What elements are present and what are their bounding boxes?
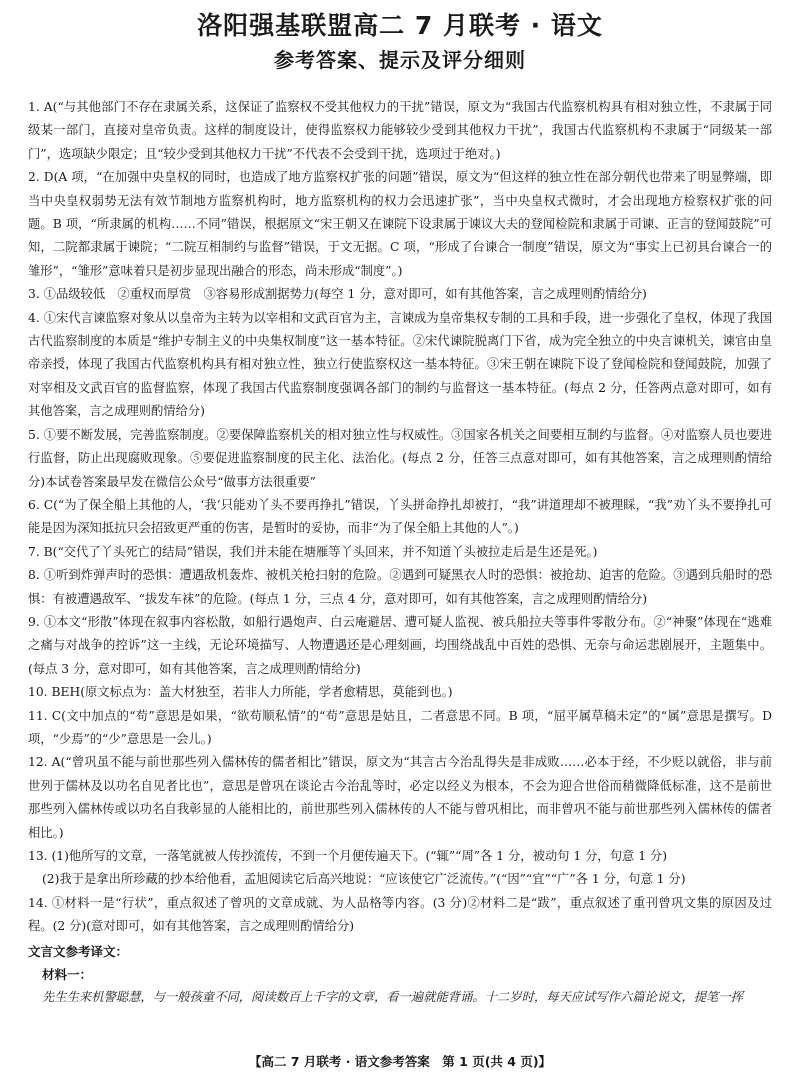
page-title: 洛阳强基联盟高二 7 月联考 · 语文 — [197, 11, 603, 40]
answer-item-11: 11. C(文中加点的“苟”意思是如果，“欲苟顺私情”的“苟”意思是姑且，二者意思不同。B 项，“屈平属草稿未定”的“属”意思是撰写。D 项，“少焉”的“少”意思是一会儿。) — [28, 708, 772, 746]
answer-item-2: 2. D(A 项，“在加强中央皇权的同时，也造成了地方监察权扩张的问题”错误，原文为“但这样的独立性在部分朝代也带来了明显弊端，即当中央皇权弱势无法有效节制地方监察机构时，地方监察机构的权力会迅速扩张”，当中央皇权式微时，才会出现地方检察权扩张的问题。B 项，“所隶属的机构……不同”错误，根据原文“宋王朝又在谏院下设隶属于谏议大夫的登闻检院和隶属于司谏、正言的登闻鼓院”可知，二院都隶属于谏院；“二院互相制约与监督”错误，于文无据。C 项，“形成了台谏合一制度”错误，原文为“事实上已初具台谏合一的雏形”，“雏形”意味着只是初步显现出融合的形态，尚未形成“制度”。) — [28, 170, 772, 278]
answer-item-13-2: (2)我于是拿出所珍藏的抄本给他看，孟旭阅读它后高兴地说：“应该使它广泛流传。”(“因”“宜”“广”各 1 分，句意 1 分) — [42, 872, 686, 887]
answer-body — [28, 96, 772, 1010]
answer-item-10: 10. BEH(原文标点为：盖大材独至，若非人力所能，学者愈精思，莫能到也。) — [28, 685, 453, 700]
answer-item-9: 9. ①本文“形散”体现在叙事内容松散，如船行遇炮声、白云庵避居、遭可疑人监视、被兵船拉夫等事件零散分布。②“神聚”体现在“逃难之痛与对战争的控诉”这一主线，无论环境描写、人物遭遇还是心理刻画，均围绕战乱中百姓的恐惧、无奈与命运悲剧展开，主题集中。(每点 3 分，意对即可，如有其他答案，言之成理则酌情给分) — [28, 614, 772, 676]
answer-item-7: 7. B(“交代了丫头死亡的结局”错误，我们并未能在塘雁等丫头回来，并不知道丫头被拉走后是生还是死。) — [28, 544, 598, 559]
answer-item-13-1: 13. (1)他所写的文章，一落笔就被人传抄流传，不到一个月便传遍天下。(“辄”“周”各 1 分，被动句 1 分，句意 1 分) — [28, 849, 668, 863]
answer-item-5: 5. ①要不断发展，完善监察制度。②要保障监察机关的相对独立性与权威性。③国家各机关之间要相互制约与监督。④对监察人员也要进行监督，防止出现腐败现象。⑤要促进监察制度的民主化、法治化。(每点 2 分，任答三点意对即可，如有其他答案，言之成理则酌情给分)本试卷答案最早发在微信公众号“做事方法很重要” — [28, 427, 772, 489]
answer-item-1: 1. A(“与其他部门不存在隶属关系，这保证了监察权不受其他权力的干扰”错误，原文为“我国古代监察机构具有相对独立性，不隶属于同级某一部门，直接对皇帝负责。这样的制度设计，使得监察权力能够较少受到其他权力干扰”，我国古代监察机构不隶属于“同级某一部门”，选项缺少限定；且“较少受到其他权力干扰”不代表不会受到干扰，选项过于绝对。) — [28, 100, 772, 161]
answer-item-14: 14. ①材料一是“行状”，重点叙述了曾巩的文章成就、为人品格等内容。(3 分)②材料二是“跋”，重点叙述了重刊曾巩文集的原因及过程。(2 分)(意对即可，如有其他答案，言之成理则酌情给分) — [28, 895, 772, 934]
page-footer: 【高二 7 月联考 · 语文参考答案 第 1 页(共 4 页)】 — [248, 1054, 552, 1069]
answer-item-12: 12. A(“曾巩虽不能与前世那些列入儒林传的儒者相比”错误，原文为“其言古今治乱得失是非成败……必本于经，不少贬以就俗，非与前世列于儒林及以功名自见者比也”，意思是曾巩在谈论古今治乱等时，必定以经义为根本，不会为迎合世俗而稍微降低标准，这不是前世那些列入儒林传或以功名自我彰显的人能相比的，前世那些列入儒林传的人不能与曾巩相比，而非曾巩不能与前世那些列入儒林传的儒者相比。) — [28, 755, 772, 840]
translation-text: 先生生来机警聪慧，与一般孩童不同，阅读数百上千字的文章，看一遍就能背诵。十二岁时，每天应试写作六篇论说文，提笔一挥 — [42, 990, 743, 1005]
material-label: 材料一： — [42, 967, 93, 983]
answer-item-6: 6. C(“为了保全船上其他的人，‘我’只能劝丫头不要再挣扎”错误，丫头拼命挣扎却被打，“我”讲道理却不被理睬，“我”劝丫头不要挣扎可能是因为深知抵抗只会招致更严重的伤害，是暂时的妥协，而非“为了保全船上其他的人”。) — [28, 497, 772, 536]
answer-item-3: 3. ①品级较低 ②重权而厚赏 ③容易形成割据势力(每空 1 分，意对即可，如有其他答案，言之成理则酌情给分) — [28, 287, 647, 302]
translation-heading: 文言文参考译文： — [28, 943, 129, 959]
answer-item-8: 8. ①听到炸弹声时的恐惧：遭遇敌机轰炸、被机关枪扫射的危险。②遇到可疑黑衣人时的恐惧：被抢劫、迫害的危险。③遇到兵船时的恐惧：有被遭遇敌军、“拔发车袜”的危险。(每点 1 分，三点 4 分，意对即可，如有其他答案，言之成理则酌情给分) — [28, 568, 772, 606]
answer-item-4: 4. ①宋代言谏监察对象从以皇帝为主转为以宰相和文武百官为主，言谏成为皇帝集权专制的工具和手段，进一步强化了皇权，体现了我国古代监察制度的本质是“维护专制主义的中央集权制度”这一基本特征。②宋代谏院脱离门下省，成为完全独立的中央言谏机关，谏官由皇帝亲授，体现了我国古代监察机构具有相对独立性，独立行使监察权这一基本特征。③宋王朝在谏院下设了登闻检院和登闻鼓院，加强了对宰相及文武百官的监督监察，体现了我国古代监察制度强调各部门的制约与监督这一基本特征。(每点 2 分，任答两点意对即可，如有其他答案，言之成理则酌情给分) — [28, 310, 772, 419]
page-subtitle: 参考答案、提示及评分细则 — [274, 48, 526, 72]
